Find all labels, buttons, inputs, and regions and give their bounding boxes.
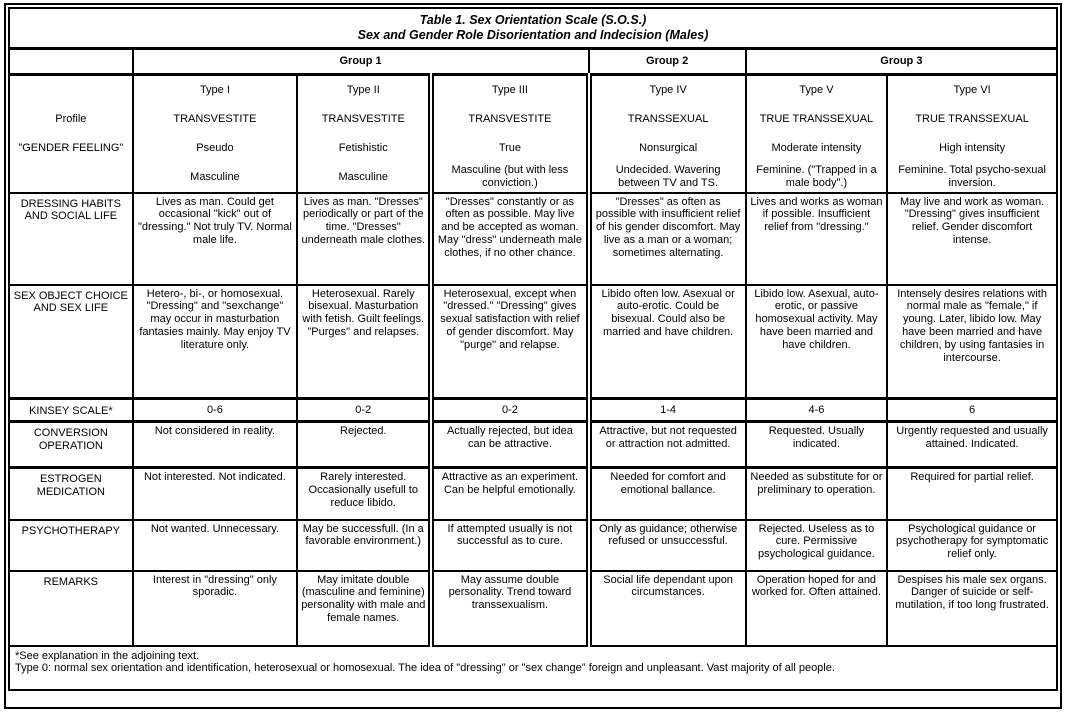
profile-label-spacer-bottom xyxy=(12,163,130,192)
col-header-type-iii: Type III xyxy=(491,83,528,96)
table-outer-frame xyxy=(4,3,1062,709)
cell-sex-object-type-i: Hetero-, bi-, or homosexual. "Dressing" and "sexchange" may occur in masturbation fantasies mainly. May enjoy TV literature only. xyxy=(133,285,298,399)
footnote-cell xyxy=(9,646,1057,690)
profile-row xyxy=(9,74,1057,193)
cell-psychotherapy-type-ii: May be successfull. (In a favorable environment.) xyxy=(297,520,431,571)
group-row-empty-label xyxy=(9,48,133,74)
table-row-sex-object xyxy=(9,285,1057,399)
profile-cell-type-ii xyxy=(297,74,431,193)
cell-dressing-type-i: Lives as man. Could get occasional "kick" out of "dressing." Not truly TV. Normal male life. xyxy=(133,193,298,285)
row-label-profile xyxy=(9,74,133,193)
cell-sex-object-type-iii: Heterosexual, except when "dressed." "Dressing" gives sexual satisfaction with relief of gender discomfort. May "purge" and relapse. xyxy=(431,285,588,399)
cell-kinsey-type-i: 0-6 xyxy=(133,399,298,422)
profile-subtype-type-iv: Nonsurgical xyxy=(639,141,698,154)
cell-dressing-type-ii: Lives as man. "Dresses" periodically or part of the time. "Dresses" underneath male clothes. xyxy=(297,193,431,285)
cell-estrogen-type-i: Not interested. Not indicated. xyxy=(133,468,298,520)
cell-conversion-type-v: Requested. Usually indicated. xyxy=(746,422,887,468)
profile-subtype-type-ii: Fetishistic xyxy=(338,141,388,154)
profile-name-type-i: TRANSVESTITE xyxy=(173,112,257,125)
profile-cell-type-v xyxy=(746,74,887,193)
footnote-line2: Type 0: normal sex orientation and identification, heterosexual or homosexual. The idea of "dressing" or "sex change" foreign and unpleasant. Vast majority of all people. xyxy=(15,662,835,675)
table-row-conversion xyxy=(9,422,1057,468)
row-label-remarks: REMARKS xyxy=(9,571,133,646)
cell-remarks-type-vi: Despises his male sex organs. Danger of suicide or self-mutilation, if too long frustrated. xyxy=(887,571,1057,646)
profile-name-type-ii: TRANSVESTITE xyxy=(321,112,405,125)
row-label-kinsey: KINSEY SCALE* xyxy=(9,399,133,422)
col-header-type-v: Type V xyxy=(799,83,834,96)
cell-dressing-type-vi: May live and work as woman. "Dressing" gives insufficient relief. Gender discomfort intense. xyxy=(887,193,1057,285)
profile-desc-type-ii: Masculine xyxy=(338,170,389,183)
cell-kinsey-type-ii: 0-2 xyxy=(297,399,431,422)
cell-remarks-type-v: Operation hoped for and worked for. Often attained. xyxy=(746,571,887,646)
col-header-type-iv: Type IV xyxy=(649,83,687,96)
row-label-psychotherapy: PSYCHOTHERAPY xyxy=(9,520,133,571)
col-header-type-vi: Type VI xyxy=(953,83,991,96)
cell-sex-object-type-ii: Heterosexual. Rarely bisexual. Masturbation with fetish. Guilt feelings. "Purges" and relapses. xyxy=(297,285,431,399)
cell-conversion-type-ii: Rejected. xyxy=(297,422,431,468)
row-label-conversion: CONVERSION OPERATION xyxy=(9,422,133,468)
profile-subtype-type-i: Pseudo xyxy=(196,141,234,154)
group-header-1: Group 1 xyxy=(133,48,589,74)
profile-desc-type-iv: Undecided. Wavering between TV and TS. xyxy=(615,164,721,189)
cell-psychotherapy-type-vi: Psychological guidance or psychotherapy for symptomatic relief only. xyxy=(887,520,1057,571)
row-label-estrogen: ESTROGEN MEDICATION xyxy=(9,468,133,520)
profile-label-spacer-top xyxy=(12,76,130,105)
table-row-psychotherapy xyxy=(9,520,1057,571)
group-header-row xyxy=(9,48,1057,74)
cell-estrogen-type-iv: Needed for comfort and emotional ballance. xyxy=(589,468,746,520)
cell-remarks-type-i: Interest in "dressing" only sporadic. xyxy=(133,571,298,646)
cell-psychotherapy-type-i: Not wanted. Unnecessary. xyxy=(133,520,298,571)
profile-name-type-v: TRUE TRANSSEXUAL xyxy=(759,112,874,125)
row-label-sex-object: SEX OBJECT CHOICE AND SEX LIFE xyxy=(9,285,133,399)
cell-sex-object-type-v: Libido low. Asexual, auto-erotic, or passive homosexual activity. May have been married and have children. xyxy=(746,285,887,399)
table-title-cell xyxy=(9,8,1057,48)
profile-cell-type-i xyxy=(133,74,298,193)
table-row-estrogen xyxy=(9,468,1057,520)
table-row-kinsey xyxy=(9,399,1057,422)
cell-dressing-type-iii: "Dresses" constantly or as often as possible. May live and be accepted as woman. May "dress" underneath male clothes, if no other chance. xyxy=(431,193,588,285)
cell-estrogen-type-iii: Attractive as an experiment. Can be helpful emotionally. xyxy=(431,468,588,520)
profile-desc-type-iii: Masculine (but with less conviction.) xyxy=(451,164,569,189)
cell-kinsey-type-v: 4-6 xyxy=(746,399,887,422)
cell-conversion-type-iv: Attractive, but not requested or attraction not admitted. xyxy=(589,422,746,468)
row-label-dressing: DRESSING HABITS AND SOCIAL LIFE xyxy=(9,193,133,285)
col-header-type-ii: Type II xyxy=(346,83,380,96)
profile-desc-type-i: Masculine xyxy=(190,170,240,183)
cell-dressing-type-iv: "Dresses" as often as possible with insufficient relief of his gender discomfort. May live as a man or a woman; sometimes alternating. xyxy=(589,193,746,285)
footnote-row xyxy=(9,646,1057,690)
table-title-line2: Sex and Gender Role Disorientation and Indecision (Males) xyxy=(357,27,709,42)
group-header-2: Group 2 xyxy=(589,48,746,74)
col-header-type-i: Type I xyxy=(199,83,230,96)
profile-label-top: Profile xyxy=(55,112,87,125)
cell-conversion-type-iii: Actually rejected, but idea can be attractive. xyxy=(431,422,588,468)
table-title-line1: Table 1. Sex Orientation Scale (S.O.S.) xyxy=(419,13,647,27)
profile-desc-type-v: Feminine. ("Trapped in a male body".) xyxy=(756,164,877,189)
profile-cell-type-iv xyxy=(589,74,746,193)
cell-remarks-type-ii: May imitate double (masculine and feminine) personality with male and female names. xyxy=(297,571,431,646)
cell-sex-object-type-iv: Libido often low. Asexual or auto-erotic. Could be bisexual. Could also be married and have children. xyxy=(589,285,746,399)
profile-name-type-iii: TRANSVESTITE xyxy=(468,112,552,125)
cell-conversion-type-i: Not considered in reality. xyxy=(133,422,298,468)
title-row xyxy=(9,8,1057,48)
cell-estrogen-type-ii: Rarely interested. Occasionally usefull to reduce libido. xyxy=(297,468,431,520)
cell-remarks-type-iii: May assume double personality. Trend toward transsexualism. xyxy=(431,571,588,646)
profile-desc-type-vi: Feminine. Total psycho-sexual inversion. xyxy=(898,164,1046,189)
profile-cell-type-vi xyxy=(887,74,1057,193)
cell-psychotherapy-type-v: Rejected. Useless as to cure. Permissive psychological guidance. xyxy=(746,520,887,571)
cell-estrogen-type-v: Needed as substitute for or preliminary to operation. xyxy=(746,468,887,520)
table-row-dressing xyxy=(9,193,1057,285)
group-header-3: Group 3 xyxy=(746,48,1057,74)
profile-label-grid xyxy=(12,76,130,192)
cell-psychotherapy-type-iv: Only as guidance; otherwise refused or unsuccessful. xyxy=(589,520,746,571)
cell-remarks-type-iv: Social life dependant upon circumstances. xyxy=(589,571,746,646)
cell-kinsey-type-iv: 1-4 xyxy=(589,399,746,422)
profile-label-bottom: "GENDER FEELING" xyxy=(18,141,124,154)
footnote-line1: *See explanation in the adjoining text. xyxy=(15,649,200,662)
cell-conversion-type-vi: Urgently requested and usually attained. Indicated. xyxy=(887,422,1057,468)
profile-subtype-type-iii: True xyxy=(498,141,522,154)
profile-subtype-type-v: Moderate intensity xyxy=(771,141,862,154)
table-row-remarks xyxy=(9,571,1057,646)
cell-kinsey-type-vi: 6 xyxy=(887,399,1057,422)
cell-kinsey-type-iii: 0-2 xyxy=(431,399,588,422)
profile-subtype-type-vi: High intensity xyxy=(939,141,1006,154)
cell-estrogen-type-vi: Required for partial relief. xyxy=(887,468,1057,520)
profile-cell-type-iii xyxy=(431,74,588,193)
profile-name-type-iv: TRANSSEXUAL xyxy=(627,112,709,125)
profile-name-type-vi: TRUE TRANSSEXUAL xyxy=(915,112,1029,125)
cell-dressing-type-v: Lives and works as woman if possible. Insufficient relief from "dressing." xyxy=(746,193,887,285)
cell-psychotherapy-type-iii: If attempted usually is not successful as to cure. xyxy=(431,520,588,571)
sos-table xyxy=(8,7,1058,691)
cell-sex-object-type-vi: Intensely desires relations with normal male as "female," if young. Later, libido low. May have been married and have children, by using fantasies in intercourse. xyxy=(887,285,1057,399)
